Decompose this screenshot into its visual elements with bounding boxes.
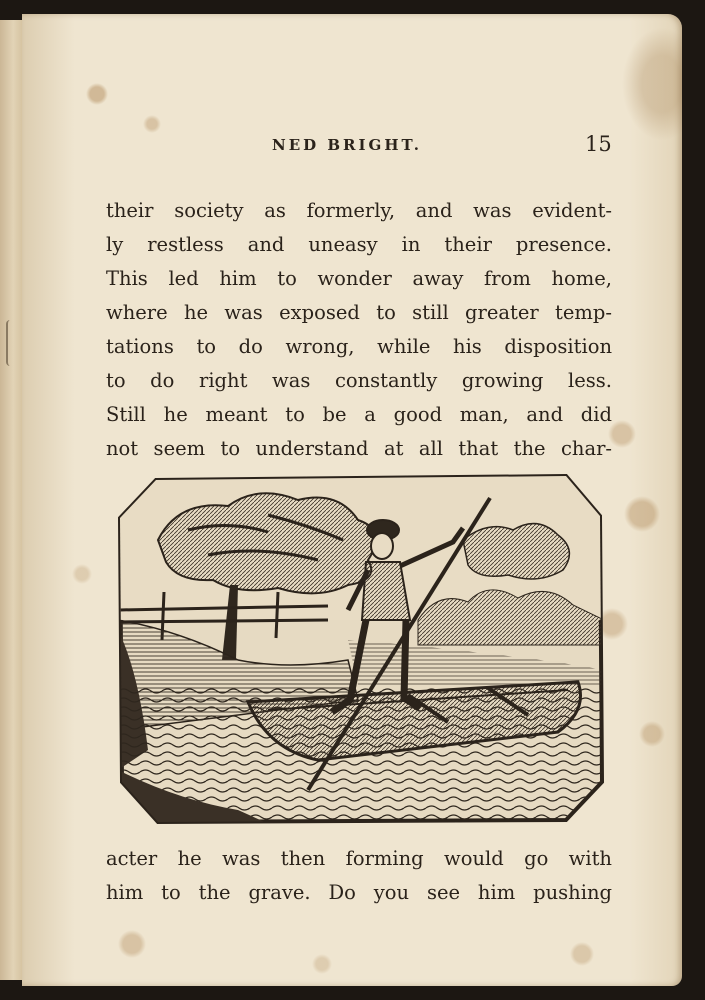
woodcut-illustration — [118, 470, 604, 828]
text-line: their society as formerly, and was evident- — [106, 199, 612, 222]
text-line: Still he meant to be a good man, and did — [106, 403, 612, 426]
text-line: acter he was then forming would go with — [106, 847, 612, 870]
facing-page-edge — [0, 20, 23, 980]
text-line: where he was exposed to still greater temp- — [106, 301, 612, 324]
page-number: 15 — [585, 132, 612, 156]
text-line: tations to do wrong, while his disposition — [106, 335, 612, 358]
running-head-title: NED BRIGHT. — [272, 136, 422, 154]
tree-canopy — [158, 493, 376, 593]
text-line: not seem to understand at all that the char- — [106, 437, 612, 460]
running-head — [22, 132, 682, 162]
text-line: This led him to wonder away from home, — [106, 267, 612, 290]
body-text-top — [106, 194, 612, 466]
text-line: him to the grave. Do you see him pushing — [106, 881, 612, 904]
body-text-bottom — [106, 842, 612, 910]
text-line: to do right was constantly growing less. — [106, 369, 612, 392]
right-tree — [463, 524, 569, 579]
text-line: ly restless and uneasy in their presence. — [106, 233, 612, 256]
book-page — [22, 14, 682, 986]
binding-stitch — [6, 320, 18, 366]
